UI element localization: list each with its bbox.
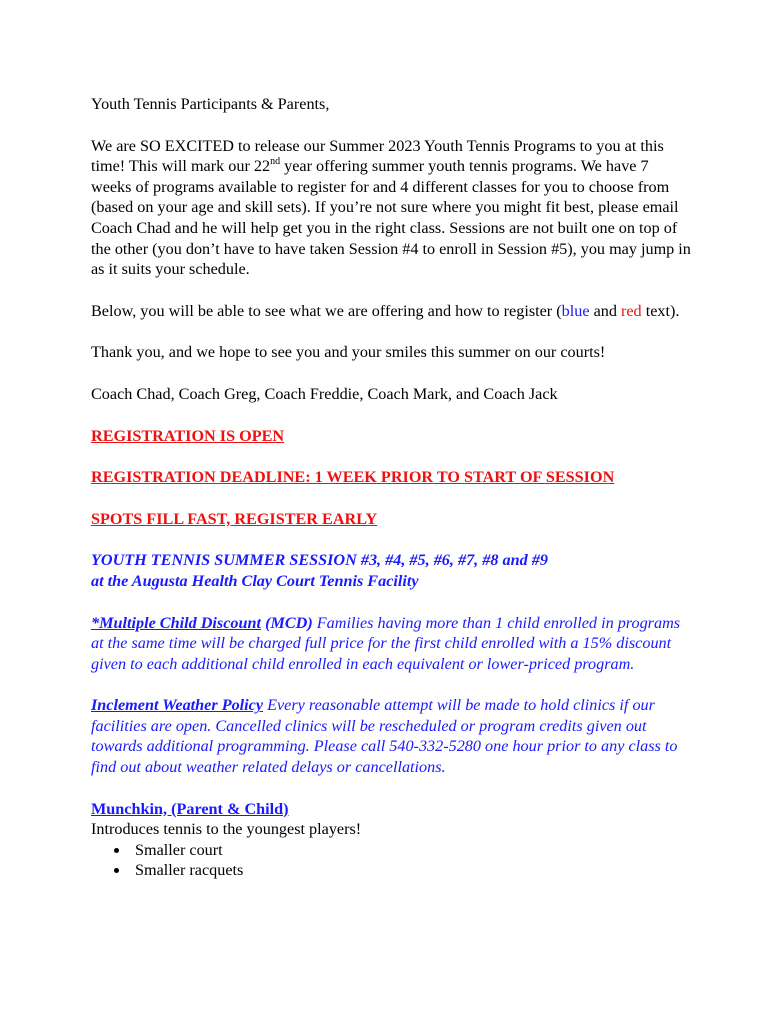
list-item: Smaller racquets	[135, 860, 691, 881]
weather-text: Every reasonable attempt will be made to hold clinics if our facilities are open. Cancelled clinics will be rescheduled or program credits given out towards additional programming. Please call 540-332-5280 one hour prior to any class to find out about weather related delays or cancellations.	[91, 696, 678, 777]
weather-paragraph	[91, 695, 691, 777]
and-word: and	[589, 301, 621, 320]
document-page	[91, 94, 691, 881]
weather-label: Inclement Weather Policy	[91, 696, 264, 715]
session-heading	[91, 550, 691, 591]
session-line-2: at the Augusta Health Clay Court Tennis Facility	[91, 571, 419, 590]
below-text-2: text).	[641, 301, 680, 320]
intro-text-1: We are SO EXCITED to release our Summer 2023 Youth Tennis Programs to you at this time! This will mark our 22	[91, 136, 664, 176]
munchkin-title: Munchkin, (Parent & Child)	[91, 799, 289, 818]
munchkin-section	[91, 799, 691, 881]
session-line-1: YOUTH TENNIS SUMMER SESSION #3, #4, #5, #6, #7, #8 and #9	[91, 551, 548, 570]
color-legend-paragraph	[91, 301, 691, 322]
spots-fill-heading: SPOTS FILL FAST, REGISTER EARLY	[91, 509, 378, 528]
coaches-signature: Coach Chad, Coach Greg, Coach Freddie, Coach Mark, and Coach Jack	[91, 384, 558, 403]
registration-open-heading: REGISTRATION IS OPEN	[91, 426, 285, 445]
mcd-text: Families having more than 1 child enrolled in programs at the same time will be charged full price for the first child enrolled with a 15% discount given to each additional child enrolled in each equivalent or lower-priced program.	[91, 613, 681, 673]
blue-word: blue	[561, 301, 590, 320]
munchkin-bullet-list	[91, 840, 691, 881]
mcd-paragraph	[91, 613, 691, 675]
thanks-paragraph: Thank you, and we hope to see you and your smiles this summer on our courts!	[91, 343, 606, 362]
intro-paragraph	[91, 136, 691, 280]
intro-superscript: nd	[270, 155, 281, 167]
below-text-1: Below, you will be able to see what we are offering and how to register (	[91, 301, 562, 320]
intro-text-2: year offering summer youth tennis programs. We have 7 weeks of programs available to register for and 4 different classes for you to choose from (based on your age and skill sets). If you’re not sure where you might fit best, please email Coach Chad and he will help get you in the right class. Sessions are not built one on top of the other (you don’t have to have taken Session #4 to enroll in Session #5), you may jump in as it suits your schedule.	[91, 157, 691, 279]
red-word: red	[620, 301, 642, 320]
munchkin-description: Introduces tennis to the youngest players!	[91, 820, 362, 839]
list-item: Smaller court	[135, 840, 691, 861]
mcd-abbr: (MCD)	[261, 613, 313, 632]
mcd-label: *Multiple Child Discount	[91, 613, 262, 632]
greeting: Youth Tennis Participants & Parents,	[91, 95, 330, 113]
registration-deadline-heading: REGISTRATION DEADLINE: 1 WEEK PRIOR TO START OF SESSION	[91, 468, 615, 487]
